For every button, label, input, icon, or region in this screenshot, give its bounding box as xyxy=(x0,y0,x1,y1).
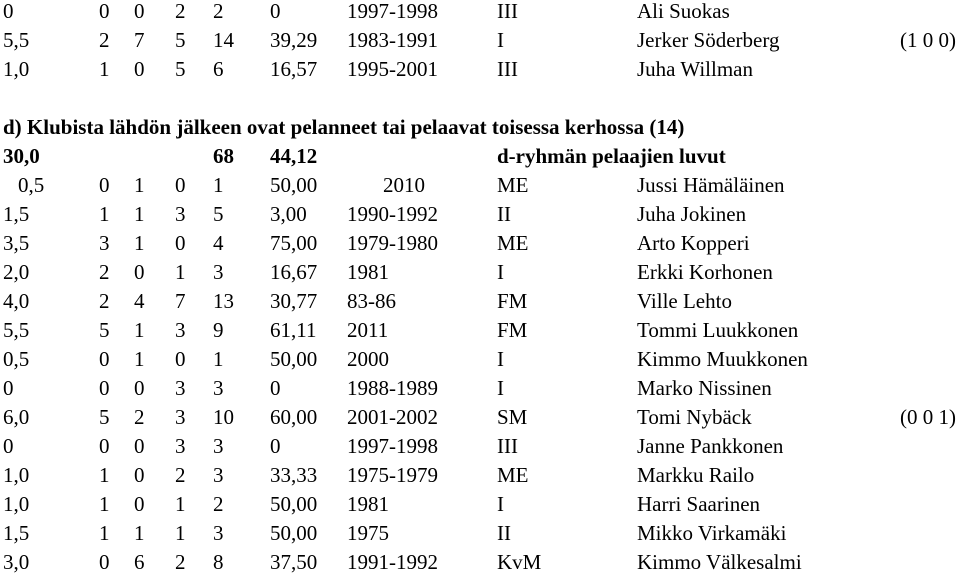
wins-cell: 0 xyxy=(99,434,110,458)
wins-cell: 1 xyxy=(99,492,110,516)
draws-cell: 1 xyxy=(134,202,145,226)
rank-cell: ME xyxy=(497,231,529,255)
years-cell: 1983-1991 xyxy=(347,28,438,52)
draws-cell: 1 xyxy=(134,173,145,197)
losses-cell: 3 xyxy=(175,376,186,400)
draws-cell: 6 xyxy=(134,550,145,574)
player-name: Ville Lehto xyxy=(637,289,732,313)
percent-cell: 50,00 xyxy=(270,521,318,545)
years-cell: 2000 xyxy=(347,347,389,371)
points-cell: 5,5 xyxy=(3,318,30,342)
points-cell: 5,5 xyxy=(3,28,30,52)
losses-cell: 2 xyxy=(175,463,186,487)
draws-cell: 0 xyxy=(134,463,145,487)
table-row xyxy=(0,407,960,435)
rank-cell: I xyxy=(497,347,504,371)
wins-cell: 0 xyxy=(99,347,110,371)
percent-cell: 50,00 xyxy=(270,173,318,197)
player-name: Juha Willman xyxy=(637,57,754,81)
player-name: Kimmo Muukkonen xyxy=(637,347,808,371)
draws-cell: 0 xyxy=(134,260,145,284)
games-cell: 3 xyxy=(213,260,224,284)
player-name: Markku Railo xyxy=(637,463,755,487)
table-row xyxy=(0,175,960,203)
medals-cell: (0 0 1) xyxy=(900,405,956,429)
rank-cell: ME xyxy=(497,173,529,197)
summary-games: 68 xyxy=(213,144,234,168)
player-name: Jerker Söderberg xyxy=(637,28,780,52)
wins-cell: 2 xyxy=(99,289,110,313)
losses-cell: 5 xyxy=(175,28,186,52)
section-heading: d) Klubista lähdön jälkeen ovat pelanneet tai pelaavat toisessa kerhossa (14) xyxy=(3,115,685,139)
games-cell: 4 xyxy=(213,231,224,255)
draws-cell: 0 xyxy=(134,57,145,81)
wins-cell: 3 xyxy=(99,231,110,255)
table-row xyxy=(0,494,960,522)
games-cell: 6 xyxy=(213,57,224,81)
summary-points: 30,0 xyxy=(3,144,40,168)
games-cell: 10 xyxy=(213,405,234,429)
draws-cell: 0 xyxy=(134,376,145,400)
wins-cell: 0 xyxy=(99,173,110,197)
rank-cell: II xyxy=(497,521,511,545)
games-cell: 9 xyxy=(213,318,224,342)
player-name: Marko Nissinen xyxy=(637,376,772,400)
table-row xyxy=(0,1,960,29)
draws-cell: 1 xyxy=(134,318,145,342)
games-cell: 5 xyxy=(213,202,224,226)
rank-cell: II xyxy=(497,202,511,226)
points-cell: 1,0 xyxy=(3,463,30,487)
losses-cell: 3 xyxy=(175,318,186,342)
table-row xyxy=(0,233,960,261)
table-row xyxy=(0,523,960,551)
percent-cell: 30,77 xyxy=(270,289,318,313)
percent-cell: 0 xyxy=(270,0,281,23)
rank-cell: I xyxy=(497,376,504,400)
points-cell: 1,0 xyxy=(3,57,30,81)
wins-cell: 5 xyxy=(99,318,110,342)
table-row xyxy=(0,465,960,493)
summary-row xyxy=(0,146,960,174)
points-cell: 0,5 xyxy=(3,347,30,371)
percent-cell: 16,57 xyxy=(270,57,318,81)
years-cell: 1975-1979 xyxy=(347,463,438,487)
percent-cell: 0 xyxy=(270,434,281,458)
losses-cell: 5 xyxy=(175,57,186,81)
table-row xyxy=(0,320,960,348)
table-row xyxy=(0,349,960,377)
losses-cell: 1 xyxy=(175,260,186,284)
games-cell: 3 xyxy=(213,434,224,458)
rank-cell: KvM xyxy=(497,550,542,574)
years-cell: 1979-1980 xyxy=(347,231,438,255)
draws-cell: 1 xyxy=(134,347,145,371)
rank-cell: SM xyxy=(497,405,528,429)
percent-cell: 50,00 xyxy=(270,492,318,516)
rank-cell: FM xyxy=(497,318,528,342)
years-cell: 1981 xyxy=(347,492,389,516)
percent-cell: 60,00 xyxy=(270,405,318,429)
summary-percent: 44,12 xyxy=(270,144,318,168)
draws-cell: 1 xyxy=(134,231,145,255)
points-cell: 0 xyxy=(3,376,14,400)
rank-cell: I xyxy=(497,28,504,52)
losses-cell: 0 xyxy=(175,347,186,371)
games-cell: 2 xyxy=(213,0,224,23)
years-cell: 83-86 xyxy=(347,289,396,313)
wins-cell: 0 xyxy=(99,550,110,574)
points-cell: 1,5 xyxy=(3,202,30,226)
years-cell: 1988-1989 xyxy=(347,376,438,400)
wins-cell: 1 xyxy=(99,463,110,487)
rank-cell: III xyxy=(497,434,518,458)
summary-label: d-ryhmän pelaajien luvut xyxy=(497,144,726,168)
years-cell: 1990-1992 xyxy=(347,202,438,226)
draws-cell: 0 xyxy=(134,434,145,458)
table-row xyxy=(0,436,960,464)
wins-cell: 1 xyxy=(99,521,110,545)
points-cell: 6,0 xyxy=(3,405,30,429)
rank-cell: ME xyxy=(497,463,529,487)
wins-cell: 1 xyxy=(99,57,110,81)
games-cell: 1 xyxy=(213,347,224,371)
points-cell: 0 xyxy=(3,0,14,23)
wins-cell: 1 xyxy=(99,202,110,226)
years-cell: 2001-2002 xyxy=(347,405,438,429)
percent-cell: 39,29 xyxy=(270,28,318,52)
games-cell: 8 xyxy=(213,550,224,574)
losses-cell: 2 xyxy=(175,550,186,574)
losses-cell: 3 xyxy=(175,405,186,429)
draws-cell: 2 xyxy=(134,405,145,429)
percent-cell: 3,00 xyxy=(270,202,307,226)
player-name: Harri Saarinen xyxy=(637,492,761,516)
points-cell: 3,0 xyxy=(3,550,30,574)
table-row xyxy=(0,291,960,319)
player-name: Erkki Korhonen xyxy=(637,260,773,284)
player-name: Tommi Luukkonen xyxy=(637,318,799,342)
rank-cell: FM xyxy=(497,289,528,313)
games-cell: 14 xyxy=(213,28,234,52)
points-cell: 4,0 xyxy=(3,289,30,313)
years-cell: 2011 xyxy=(347,318,389,342)
losses-cell: 3 xyxy=(175,202,186,226)
rank-cell: III xyxy=(497,0,518,23)
percent-cell: 16,67 xyxy=(270,260,318,284)
losses-cell: 0 xyxy=(175,231,186,255)
medals-cell: (1 0 0) xyxy=(900,28,956,52)
percent-cell: 75,00 xyxy=(270,231,318,255)
table-row xyxy=(0,30,960,58)
games-cell: 2 xyxy=(213,492,224,516)
losses-cell: 1 xyxy=(175,521,186,545)
wins-cell: 0 xyxy=(99,0,110,23)
wins-cell: 0 xyxy=(99,376,110,400)
rank-cell: III xyxy=(497,57,518,81)
points-cell: 1,0 xyxy=(3,492,30,516)
table-row xyxy=(0,204,960,232)
years-cell: 2010 xyxy=(383,173,425,197)
draws-cell: 4 xyxy=(134,289,145,313)
years-cell: 1975 xyxy=(347,521,389,545)
player-name: Mikko Virkamäki xyxy=(637,521,787,545)
section-heading-row xyxy=(0,117,960,145)
points-cell: 3,5 xyxy=(3,231,30,255)
percent-cell: 61,11 xyxy=(270,318,317,342)
losses-cell: 2 xyxy=(175,0,186,23)
percent-cell: 50,00 xyxy=(270,347,318,371)
games-cell: 13 xyxy=(213,289,234,313)
wins-cell: 2 xyxy=(99,28,110,52)
percent-cell: 37,50 xyxy=(270,550,318,574)
wins-cell: 2 xyxy=(99,260,110,284)
player-name: Arto Kopperi xyxy=(637,231,750,255)
games-cell: 3 xyxy=(213,463,224,487)
percent-cell: 0 xyxy=(270,376,281,400)
table-row xyxy=(0,59,960,87)
table-row xyxy=(0,378,960,406)
player-name: Tomi Nybäck xyxy=(637,405,752,429)
percent-cell: 33,33 xyxy=(270,463,318,487)
games-cell: 3 xyxy=(213,376,224,400)
draws-cell: 7 xyxy=(134,28,145,52)
player-name: Kimmo Välkesalmi xyxy=(637,550,802,574)
years-cell: 1997-1998 xyxy=(347,0,438,23)
rank-cell: I xyxy=(497,260,504,284)
wins-cell: 5 xyxy=(99,405,110,429)
years-cell: 1997-1998 xyxy=(347,434,438,458)
table-row xyxy=(0,552,960,580)
losses-cell: 7 xyxy=(175,289,186,313)
points-cell: 1,5 xyxy=(3,521,30,545)
draws-cell: 0 xyxy=(134,0,145,23)
games-cell: 1 xyxy=(213,173,224,197)
player-name: Janne Pankkonen xyxy=(637,434,784,458)
losses-cell: 3 xyxy=(175,434,186,458)
draws-cell: 0 xyxy=(134,492,145,516)
losses-cell: 0 xyxy=(175,173,186,197)
player-name: Jussi Hämäläinen xyxy=(637,173,785,197)
points-cell: 2,0 xyxy=(3,260,30,284)
years-cell: 1991-1992 xyxy=(347,550,438,574)
years-cell: 1995-2001 xyxy=(347,57,438,81)
games-cell: 3 xyxy=(213,521,224,545)
player-name: Ali Suokas xyxy=(637,0,730,23)
losses-cell: 1 xyxy=(175,492,186,516)
years-cell: 1981 xyxy=(347,260,389,284)
points-cell: 0,5 xyxy=(18,173,45,197)
rank-cell: I xyxy=(497,492,504,516)
player-name: Juha Jokinen xyxy=(637,202,747,226)
points-cell: 0 xyxy=(3,434,14,458)
table-row xyxy=(0,262,960,290)
draws-cell: 1 xyxy=(134,521,145,545)
